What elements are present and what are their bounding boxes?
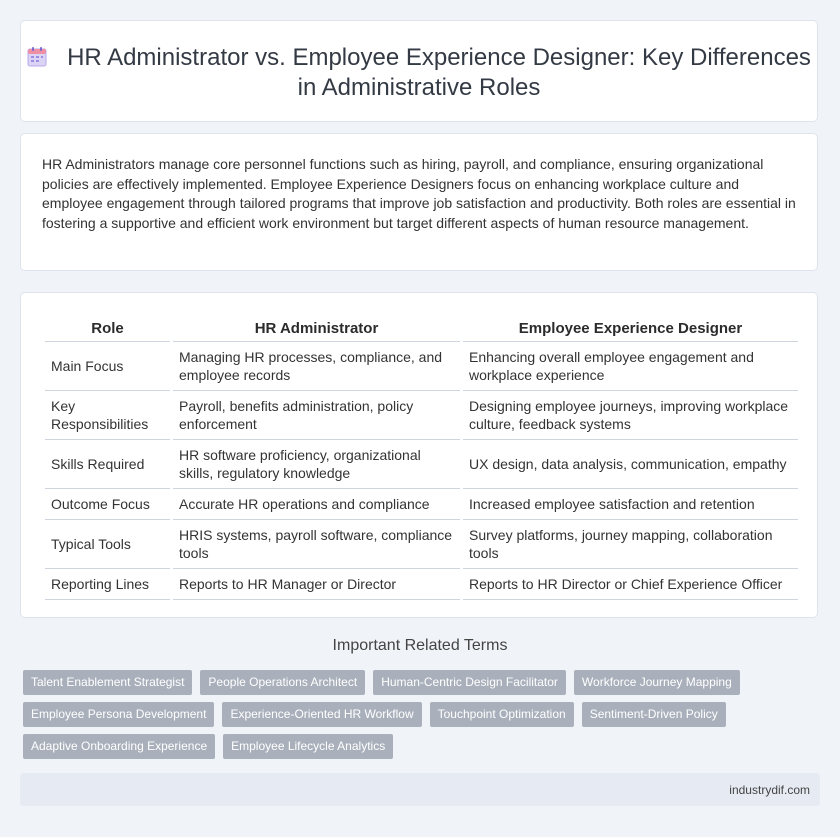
tag-adaptive-onboarding-experience[interactable]: Adaptive Onboarding Experience	[23, 734, 215, 759]
tag-employee-lifecycle-analytics[interactable]: Employee Lifecycle Analytics	[223, 734, 393, 759]
table-header-row	[45, 315, 798, 342]
designer-cell: Enhancing overall employee engagement and workplace experience	[463, 342, 798, 391]
row-label: Main Focus	[45, 342, 170, 391]
related-terms-title: Important Related Terms	[332, 637, 508, 654]
intro-card	[20, 133, 818, 271]
footer	[20, 773, 820, 806]
table-row	[45, 440, 798, 489]
tag-sentiment-driven-policy[interactable]: Sentiment-Driven Policy	[582, 702, 726, 727]
designer-cell: Survey platforms, journey mapping, collaboration tools	[463, 520, 798, 569]
title-card	[20, 20, 818, 122]
row-label: Key Responsibilities	[45, 391, 170, 440]
tag-people-operations-architect[interactable]: People Operations Architect	[200, 670, 365, 695]
hr-admin-cell: HR software proficiency, organizational skills, regulatory knowledge	[173, 440, 460, 489]
header-hr-administrator: HR Administrator	[173, 315, 460, 342]
tag-human-centric-design-facilitator[interactable]: Human-Centric Design Facilitator	[373, 670, 566, 695]
comparison-card	[20, 292, 818, 618]
designer-cell: Reports to HR Director or Chief Experience Officer	[463, 569, 798, 600]
hr-admin-cell: Reports to HR Manager or Director	[173, 569, 460, 600]
designer-cell: Designing employee journeys, improving workplace culture, feedback systems	[463, 391, 798, 440]
page-title: HR Administrator vs. Employee Experience Designer: Key Differences in Administrative Roles	[67, 44, 811, 101]
designer-cell: UX design, data analysis, communication, empathy	[463, 440, 798, 489]
table-row	[45, 520, 798, 569]
table-row	[45, 489, 798, 520]
tag-talent-enablement-strategist[interactable]: Talent Enablement Strategist	[23, 670, 192, 695]
tag-employee-persona-development[interactable]: Employee Persona Development	[23, 702, 214, 727]
row-label: Outcome Focus	[45, 489, 170, 520]
intro-paragraph: HR Administrators manage core personnel functions such as hiring, payroll, and compliance, ensuring organizational policies are effectively implemented. Employee Experience Designers focus on enhancing workplace culture and employee engagement through tailored programs that improve job satisfaction and productivity. Both roles are essential in fostering a supportive and efficient work environment but target different aspects of human resource management.	[42, 156, 796, 231]
calendar-icon	[27, 45, 47, 66]
row-label: Typical Tools	[45, 520, 170, 569]
tag-row	[23, 670, 813, 695]
designer-cell: Increased employee satisfaction and retention	[463, 489, 798, 520]
tag-touchpoint-optimization[interactable]: Touchpoint Optimization	[430, 702, 574, 727]
table-row	[45, 391, 798, 440]
tag-row	[23, 702, 813, 727]
table-row	[45, 569, 798, 600]
hr-admin-cell: Managing HR processes, compliance, and employee records	[173, 342, 460, 391]
row-label: Skills Required	[45, 440, 170, 489]
row-label: Reporting Lines	[45, 569, 170, 600]
table-row	[45, 342, 798, 391]
hr-admin-cell: Payroll, benefits administration, policy enforcement	[173, 391, 460, 440]
related-terms-tags	[23, 670, 813, 766]
comparison-table	[42, 315, 801, 600]
tag-experience-oriented-hr-workflow[interactable]: Experience-Oriented HR Workflow	[222, 702, 421, 727]
hr-admin-cell: HRIS systems, payroll software, compliance tools	[173, 520, 460, 569]
tag-row	[23, 734, 813, 759]
tag-workforce-journey-mapping[interactable]: Workforce Journey Mapping	[574, 670, 740, 695]
page-title-wrap	[21, 43, 817, 103]
footer-site: industrydif.com	[729, 783, 810, 797]
header-employee-experience-designer: Employee Experience Designer	[463, 315, 798, 342]
header-role: Role	[45, 315, 170, 342]
hr-admin-cell: Accurate HR operations and compliance	[173, 489, 460, 520]
